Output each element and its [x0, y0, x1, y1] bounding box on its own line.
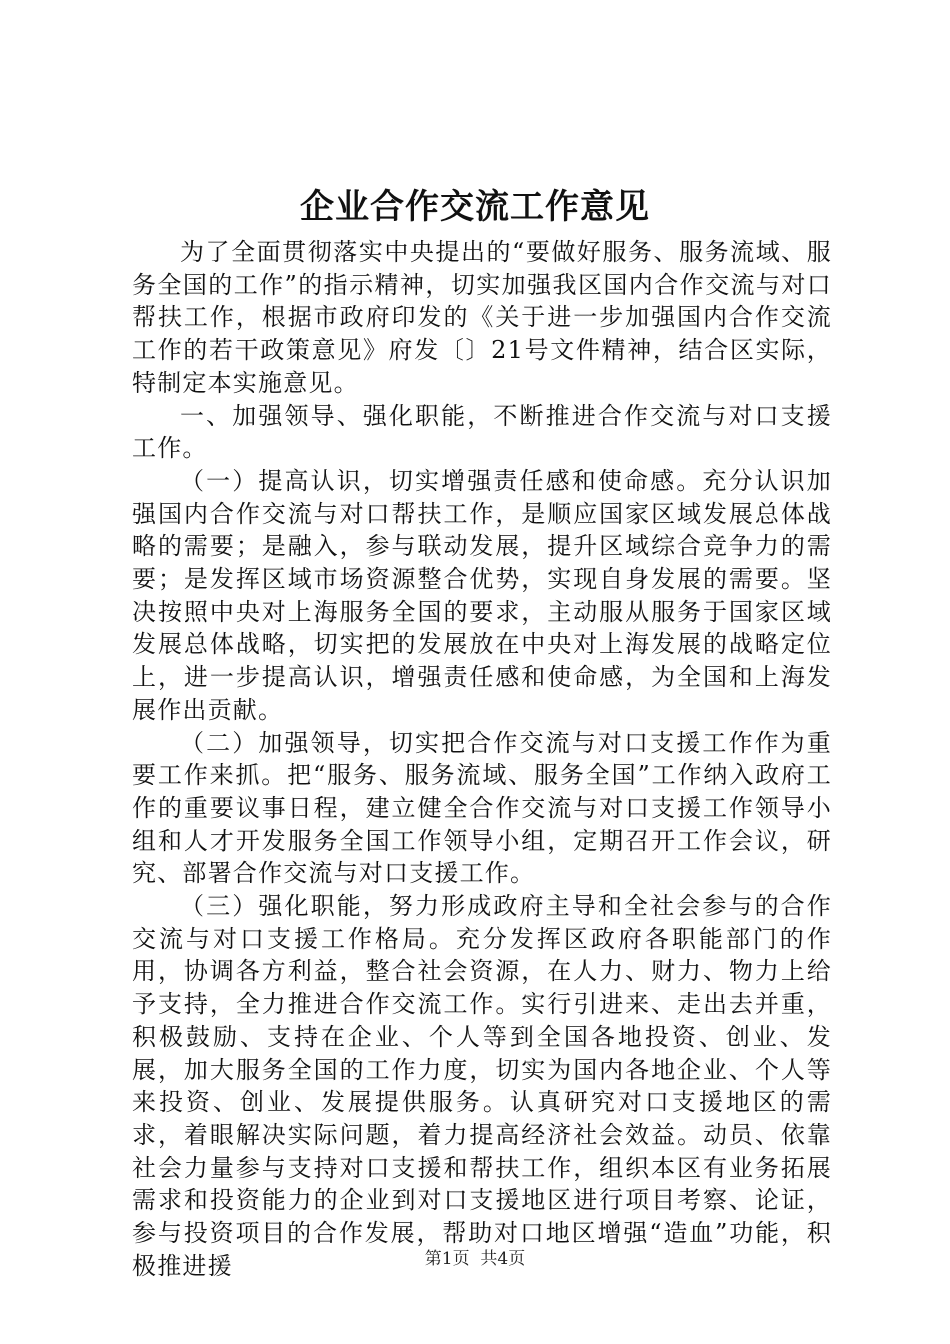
- footer-separator: [470, 1249, 481, 1269]
- page-footer: [0, 1244, 950, 1269]
- document-title: 企业合作交流工作意见: [300, 187, 650, 227]
- paragraph-item-2: （二）加强领导，切实把合作交流与对口支援工作作为重要工作来抓。把“服务、服务流域、服务全国”工作纳入政府工作的重要议事日程，建立健全合作交流与对口支援工作领导小组和人才开发服务全国工作领导小组，定期召开工作会议，研究、部署合作交流与对口支援工作。: [132, 728, 832, 888]
- page-total: 共4页: [480, 1249, 526, 1269]
- paragraph-item-1: （一）提高认识，切实增强责任感和使命感。充分认识加强国内合作交流与对口帮扶工作，是顺应国家区域发展总体战略的需要；是融入，参与联动发展，提升区域综合竞争力的需要；是发挥区域市场资源整合优势，实现自身发展的需要。坚决按照中央对上海服务全国的要求，主动服从服务于国家区域发展总体战略，切实把的发展放在中央对上海发展的战略定位上，进一步提高认识，增强责任感和使命感，为全国和上海发展作出贡献。: [132, 466, 832, 724]
- page-number: 第1页: [424, 1249, 470, 1269]
- document-body: [132, 236, 832, 1283]
- paragraph-item-3: （三）强化职能，努力形成政府主导和全社会参与的合作交流与对口支援工作格局。充分发挥区政府各职能部门的作用，协调各方利益，整合社会资源，在人力、财力、物力上给予支持，全力推进合作交流工作。实行引进来、走出去并重，积极鼓励、支持在企业、个人等到全国各地投资、创业、发展，加大服务全国的工作力度，切实为国内各地企业、个人等来投资、创业、发展提供服务。认真研究对口支援地区的需求，着眼解决实际问题，着力提高经济社会效益。动员、依靠社会力量参与支持对口支援和帮扶工作，组织本区有业务拓展需求和投资能力的企业到对口支援地区进行项目考察、论证，参与投资项目的合作发展，帮助对口地区增强“造血”功能，积极推进援: [132, 892, 832, 1280]
- paragraph-intro: 为了全面贯彻落实中央提出的“要做好服务、服务流域、服务全国的工作”的指示精神，切实加强我区国内合作交流与对口帮扶工作，根据市政府印发的《关于进一步加强国内合作交流工作的若干政策意见》府发〔〕21号文件精神，结合区实际，特制定本实施意见。: [132, 238, 832, 397]
- paragraph-section-1-heading: 一、加强领导、强化职能，不断推进合作交流与对口支援工作。: [132, 401, 832, 463]
